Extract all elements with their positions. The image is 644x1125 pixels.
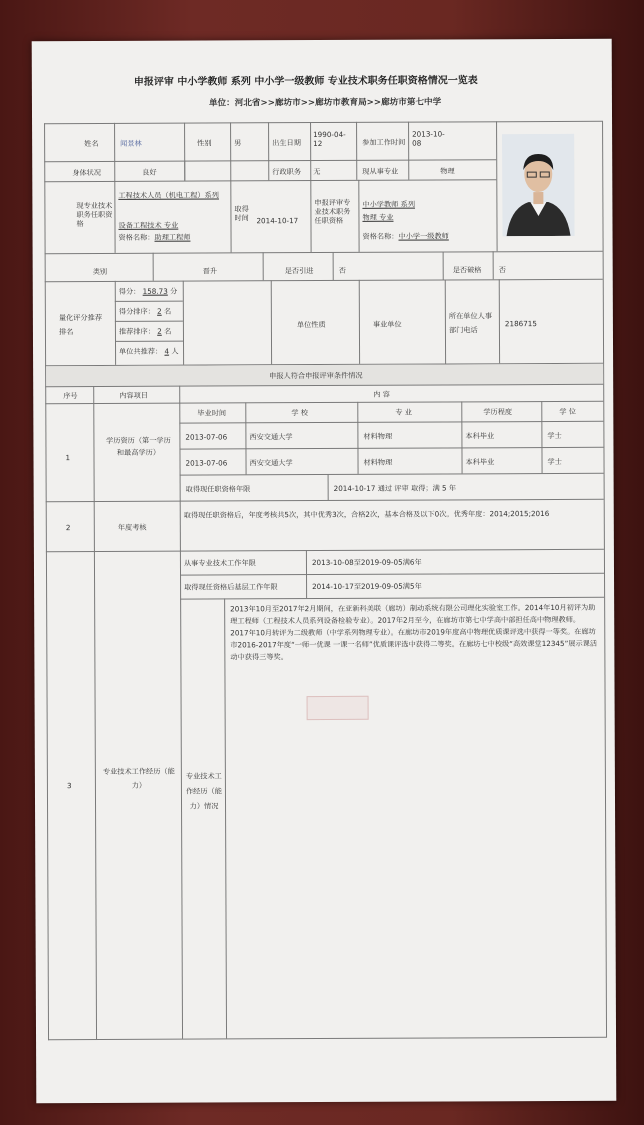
qual-years-value: 2014-10-17 通过 评审 取得；满 5 年 [333, 483, 457, 493]
rule [358, 180, 359, 252]
document-page [32, 39, 617, 1104]
faint-stamp [307, 696, 369, 720]
exp-detail-label: 专业技术工作经历（能力）情况 [185, 771, 222, 811]
rule [496, 121, 498, 251]
rule [115, 321, 183, 322]
apply-series: 中小学教师 系列 [362, 199, 416, 209]
exp-years-label: 从事专业技术工作年限 [183, 558, 256, 568]
work-start-value: 2013-10-08 [412, 129, 445, 148]
header-content: 内 容 [373, 389, 390, 399]
gender-label: 性别 [197, 138, 212, 148]
unit-line: 单位：河北省>>廊坊市>>廊坊市教育局>>廊坊市第七中学 [208, 97, 442, 109]
grassroots-label: 取得现任资格后基层工作年限 [184, 582, 278, 592]
annual-text: 取得现任职资格后，年度考核共5次，其中优秀3次，合格2次，基本合格及以下0次。优秀年度：2014;2015;2016 [183, 509, 550, 520]
edu-no: 1 [65, 453, 71, 463]
name-value: 闻景林 [120, 138, 142, 148]
rule [602, 121, 607, 1038]
edu-cell: 西安交通大学 [249, 432, 293, 442]
rule [44, 121, 602, 124]
edu-col: 毕业时间 [197, 408, 227, 418]
rule [179, 447, 603, 450]
current-major: 设备工程技术 专业 [118, 220, 179, 230]
apply-qual-label: 申报评审专业技术职务任职资格 [314, 197, 351, 226]
rule [443, 251, 444, 279]
rule [46, 549, 604, 552]
rule [153, 253, 154, 281]
rule [245, 402, 246, 474]
rule [306, 550, 307, 598]
rule [310, 122, 312, 252]
special-label: 是否破格 [452, 265, 482, 275]
exp-item: 专业技术工作经历（能力） [102, 766, 175, 791]
health-value: 良好 [142, 167, 157, 177]
rule [328, 474, 329, 500]
birth-value: 1990-04-12 [313, 129, 346, 149]
edu-item: 学历资历（第一学历和最高学历） [106, 435, 171, 458]
rule [263, 252, 264, 280]
health-label: 身体状况 [72, 167, 102, 178]
exp-years-value: 2013-10-08至2019-09-05满6年 [311, 557, 422, 568]
introduce-value: 否 [338, 265, 346, 275]
category-value: 晋升 [202, 266, 218, 276]
person-icon [502, 134, 574, 236]
rule [115, 341, 183, 342]
rule [180, 573, 604, 576]
rule [44, 179, 496, 182]
edu-cell: 材料物理 [363, 431, 393, 441]
rule [493, 251, 494, 279]
edu-col: 专 业 [395, 407, 412, 417]
rule [359, 280, 360, 364]
work-start-label: 参加工作时间 [362, 137, 406, 147]
gender-value: 男 [234, 138, 242, 148]
edu-col: 学历程度 [483, 407, 513, 417]
introduce-label: 是否引进 [284, 266, 314, 276]
edu-cell: 本科毕业 [465, 457, 495, 467]
name-label: 姓名 [84, 138, 99, 149]
rule [115, 301, 183, 302]
edu-col: 学 校 [291, 408, 309, 418]
rule [408, 122, 409, 180]
obtain-time-label: 取得时间 [234, 204, 249, 223]
rule [357, 402, 358, 474]
current-qual-label: 现专业技术职务任职资格 [76, 200, 113, 229]
edu-cell: 学士 [547, 456, 562, 467]
rule [45, 401, 603, 404]
qual-years-label: 取得现任职资格年限 [185, 484, 251, 494]
rule [179, 421, 603, 424]
rule [445, 279, 446, 363]
edu-cell: 2013-07-06 [185, 458, 228, 468]
rule [271, 280, 272, 364]
apply-qual-name: 资格名称：中小学一级教师 [362, 231, 449, 241]
recommend-line: 推荐排序： 2 名 [118, 326, 172, 336]
edu-cell: 2013-07-06 [185, 432, 228, 442]
total-line: 单位共推荐： 4 人 [119, 346, 179, 356]
rule [356, 122, 357, 180]
apply-major: 物理 专业 [362, 212, 394, 222]
profession-label: 现从事专业 [362, 166, 399, 176]
birth-label: 出生日期 [272, 138, 301, 148]
score-rank-label: 量化评分推荐排名 [58, 312, 103, 336]
header-no: 序号 [63, 391, 78, 401]
rule [45, 279, 603, 282]
rule [48, 1037, 606, 1040]
special-value: 否 [498, 265, 506, 275]
rule [268, 122, 269, 180]
edu-col: 学 位 [559, 406, 576, 416]
profession-value: 物理 [440, 166, 455, 176]
rule [44, 159, 496, 162]
category-label: 类别 [92, 266, 108, 277]
hr-phone-value: 2186715 [504, 319, 537, 329]
rule [179, 386, 183, 1039]
page-title: 申报评审 中小学教师 系列 中小学一级教师 专业技术职务任职资格情况一览表 [133, 75, 478, 88]
rule [93, 386, 97, 1039]
rule [541, 401, 542, 473]
edu-cell: 西安交通大学 [249, 458, 293, 468]
rule [46, 499, 604, 502]
rule [230, 122, 232, 252]
exp-no: 3 [66, 781, 72, 791]
rule [183, 281, 184, 365]
edu-cell: 本科毕业 [465, 431, 495, 441]
obtain-time-value: 2014-10-17 [256, 216, 299, 226]
rule [499, 279, 500, 363]
edu-cell: 材料物理 [363, 457, 393, 467]
unit-nature-label: 单位性质 [296, 319, 326, 330]
rule [44, 123, 49, 1040]
annual-item: 年度考核 [117, 522, 147, 532]
annual-no: 2 [65, 523, 71, 533]
current-series: 工程技术人员（机电工程）系列 [118, 190, 220, 200]
applicant-photo [502, 134, 574, 236]
rule [115, 281, 116, 365]
rule [333, 252, 334, 280]
rule [224, 598, 227, 1038]
header-item: 内容项目 [119, 390, 149, 400]
hr-phone-label: 所在单位人事部门电话 [448, 311, 493, 335]
rule [114, 123, 116, 253]
rule [45, 251, 603, 254]
rule [180, 597, 604, 600]
grassroots-value: 2014-10-17至2019-09-05满5年 [312, 581, 422, 592]
exp-detail-text: 2013年10月至2017年2月期间，在亚新科美联（廊坊）制动系统有限公司理化实验室工作。2014年10月初评为助理工程师（工程技术人员系列设备检验专业）。2017年2月至今，在廊坊市第七中学高中部担任高中物理教师。2017年10月转评为二级教师（中学系列物理专业）。在廊坊市2019年度高中物理优质课评选中获得一等奖。在廊坊市2016-2017年度“一师一优课 一课一名师”优质课评选中获得二等奖。在廊坊七中校级“高效课堂12345”展示课活动中获得三等奖。 [230, 602, 598, 661]
edu-cell: 学士 [547, 430, 562, 441]
career-unit: 事业单位 [372, 319, 402, 329]
score-line: 得分： 158.73 分 [118, 286, 178, 296]
rule [461, 401, 462, 473]
rank-line: 得分排序： 2 名 [118, 306, 172, 316]
current-qual-name: 资格名称：助理工程师 [118, 232, 191, 242]
conditions-title: 申报人符合申报评审条件情况 [269, 370, 363, 381]
rule [180, 473, 604, 476]
rule [184, 161, 185, 181]
admin-label: 行政职务 [272, 167, 302, 177]
admin-value: 无 [313, 167, 321, 177]
